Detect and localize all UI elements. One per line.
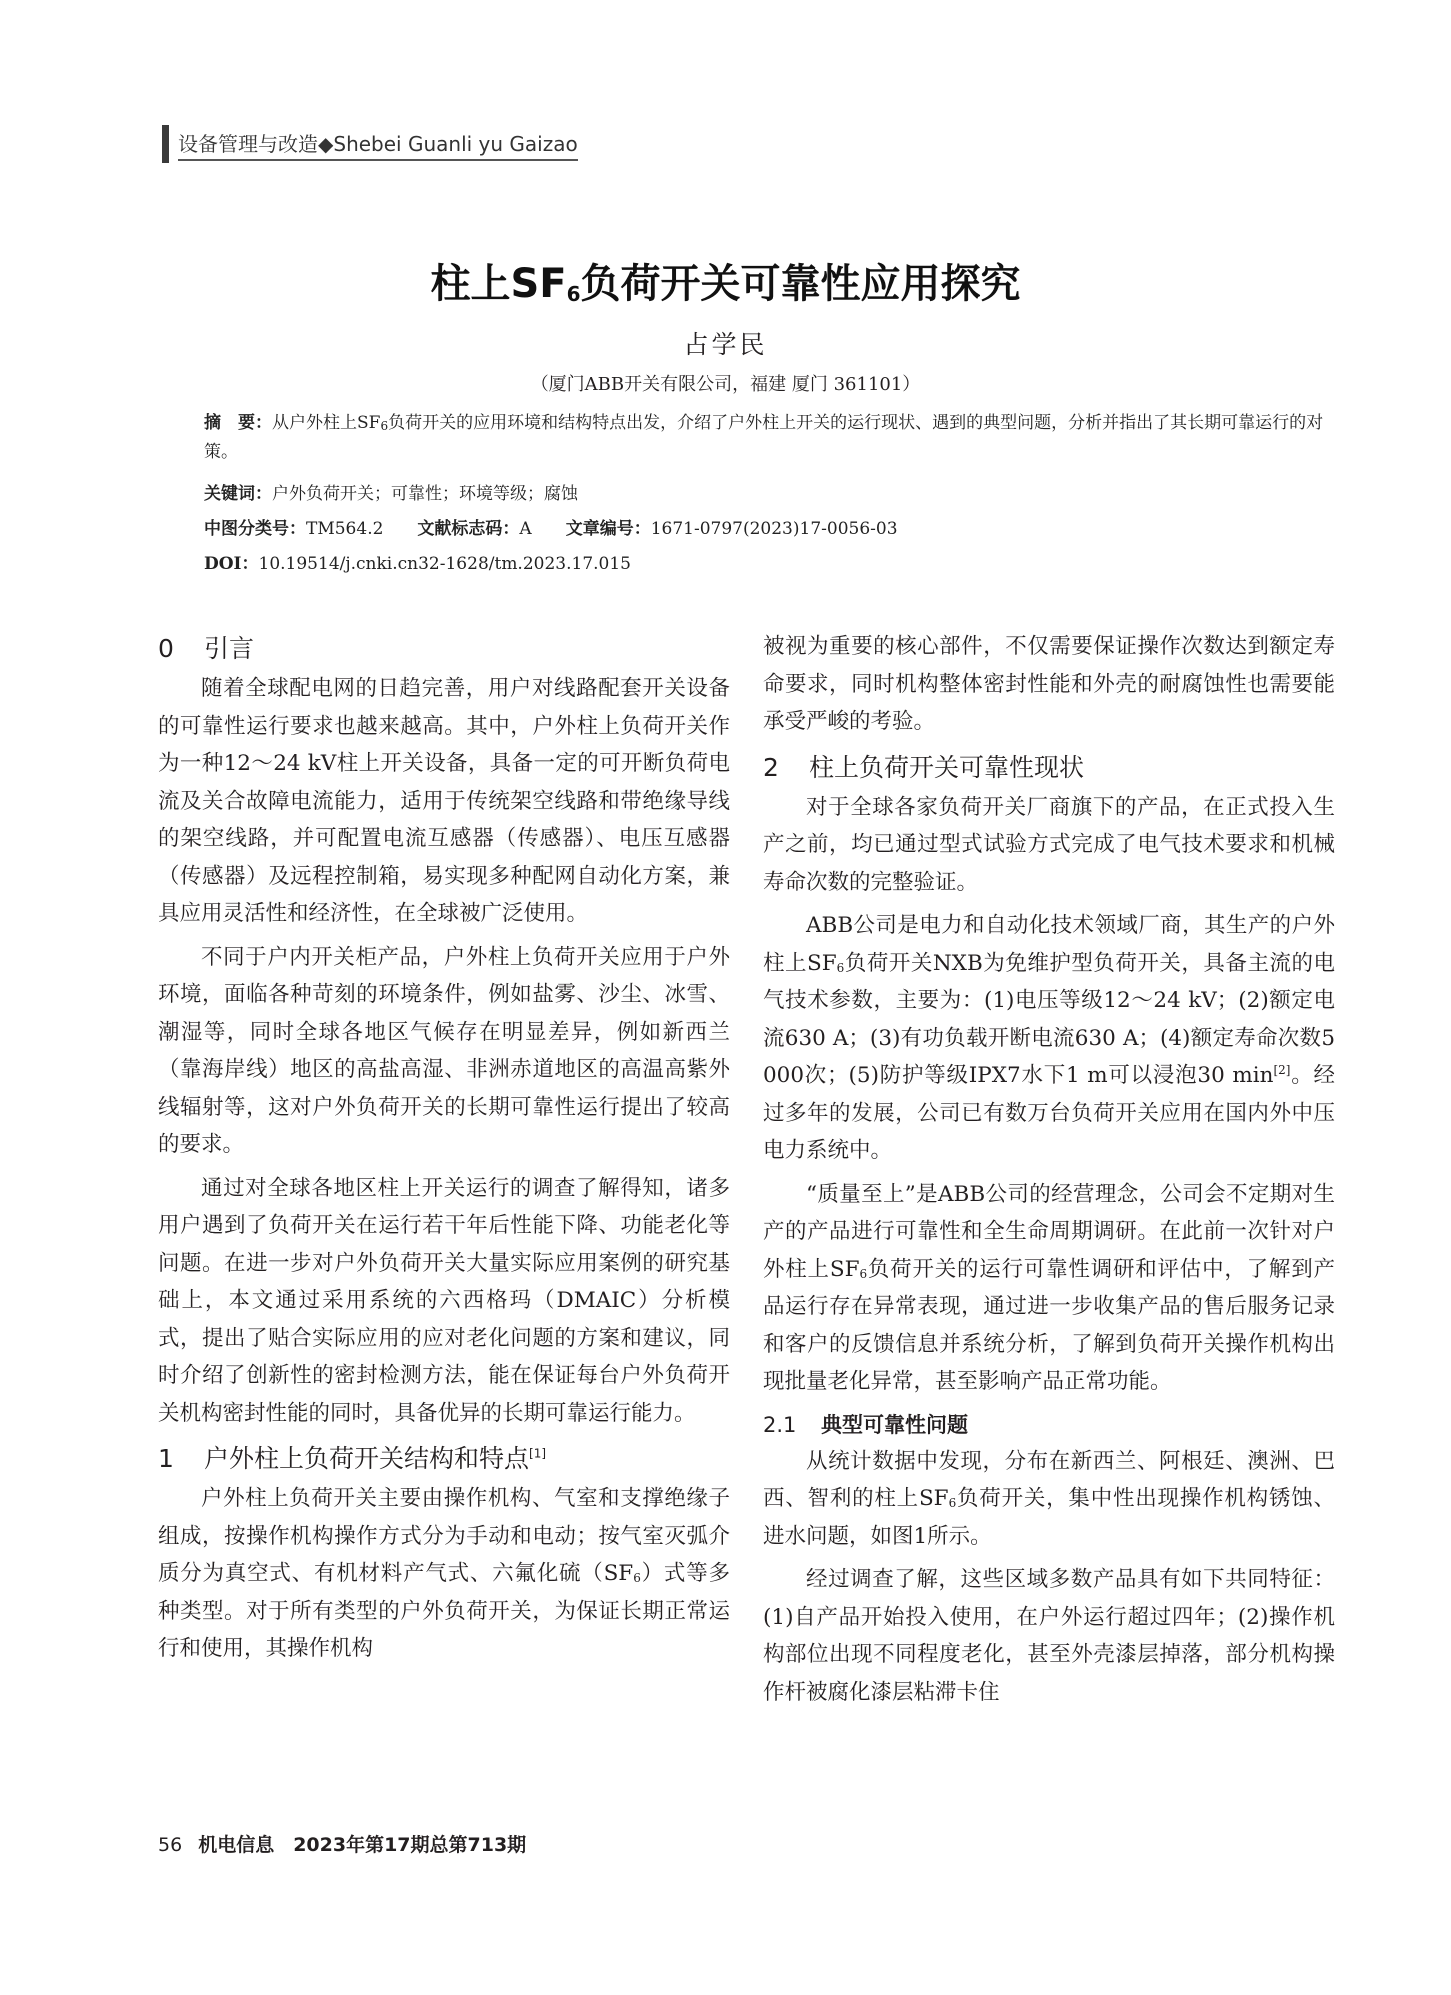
title-text-post: 负荷开关可靠性应用探究 [580,261,1021,307]
title-text-pre: 柱上SF [430,261,567,307]
paragraph [763,1176,1335,1401]
paragraph: 不同于户内开关柜产品，户外柱上负荷开关应用于户外环境，面临各种苛刻的环境条件，例如盐雾、沙尘、冰雪、潮湿等，同时全球各地区气候存在明显差异，例如新西兰（靠海岸线）地区的高盐高湿、非洲赤道地区的高温高紫外线辐射等，这对户外负荷开关的长期可靠性运行提出了较高的要求。 [158,944,730,1157]
paragraph-text: 户外柱上负荷开关主要由操作机构、气室和支撑绝缘子组成，按操作机构操作方式分为手动和电动；按气室灭弧介质分为真空式、有机材料产气式、六氟化硫（SF [158,1486,730,1586]
abstract-label: 摘 要： [204,413,272,433]
section-title: 户外柱上负荷开关结构和特点 [204,1444,530,1473]
paragraph: 通过对全球各地区柱上开关运行的调查了解得知，诸多用户遇到了负荷开关在运行若干年后性能下降、功能老化等问题。在进一步对户外负荷开关大量实际应用案例的研究基础上，本文通过采用系统的六西格玛（DMAIC）分析模式，提出了贴合实际应用的应对老化问题的方案和建议，同时介绍了创新性的密封检测方法，能在保证每台户外负荷开关机构密封性能的同时，具备优异的长期可靠运行能力。 [158,1175,730,1426]
page-number: 56 [158,1834,183,1856]
section-number: 0 [158,634,174,663]
subsection-heading-2-1 [763,1407,1335,1443]
keywords-text: 户外负荷开关；可靠性；环境等级；腐蚀 [272,484,578,504]
paragraph-text: ABB公司是电力和自动化技术领域厂商，其生产的户外柱上SF [763,913,1335,976]
paragraph-text: 从统计数据中发现，分布在新西兰、阿根廷、澳洲、巴西、智利的柱上SF [763,1448,1335,1511]
subscript: 6 [948,1496,957,1510]
section-title: 引言 [204,634,255,663]
section-heading-0 [158,628,730,670]
section-heading-1 [158,1438,730,1480]
paragraph [763,907,1335,1170]
article-no-label: 文章编号： [565,519,651,539]
clc-value: TM564.2 [306,519,384,539]
journal-issue: 机电信息 2023年第17期总第713期 [198,1834,527,1856]
paragraph: 随着全球配电网的日趋完善，用户对线路配套开关设备的可靠性运行要求也越来越高。其中，户外柱上负荷开关作为一种12～24 kV柱上开关设备，具备一定的可开断负荷电流及关合故障电流能力，适用于传统架空线路和带绝缘导线的架空线路，并可配置电流互感器（传感器）、电压互感器（传感器）及远程控制箱，易实现多种配网自动化方案，兼具应用灵活性和经济性，在全球被广泛使用。 [158,676,730,926]
subsection-number: 2.1 [763,1412,797,1437]
doi-value: 10.19514/j.cnki.cn32-1628/tm.2023.17.015 [258,554,631,574]
section-heading-2 [763,747,1335,789]
paragraph-text: 负荷开关NXB为免维护型负荷开关，具备主流的电气技术参数，主要为：(1)电压等级12～24 kV；(2)额定电流630 A；(3)有功负载开断电流630 A；(4)额定寿命次数5 000次；(5)防护等级IPX7水下1 m可以浸泡30 min [763,950,1335,1088]
section-number: 2 [763,752,779,782]
citation-ref: [1] [529,1446,547,1461]
paragraph-text: 负荷开关的运行可靠性调研和评估中，了解到产品运行存在异常表现，通过进一步收集产品的售后服务记录和客户的反馈信息并系统分析，了解到负荷开关操作机构出现批量老化异常，甚至影响产品正常功能。 [763,1256,1335,1394]
paragraph-text: “质量至上”是ABB公司的经营理念，公司会不定期对生产的产品进行可靠性和全生命周期调研。在此前一次针对户外柱上SF [763,1181,1335,1282]
subscript: 6 [859,1266,868,1281]
paragraph [158,1480,730,1668]
paragraph: 被视为重要的核心部件，不仅需要保证操作次数达到额定寿命要求，同时机构整体密封性能和外壳的耐腐蚀性也需要能承受严峻的考验。 [763,634,1335,734]
section-title: 柱上负荷开关可靠性现状 [809,752,1085,782]
paragraph: 经过调查了解，这些区域多数产品具有如下共同特征：(1)自产品开始投入使用，在户外运行超过四年；(2)操作机构部位出现不同程度老化，甚至外壳漆层掉落，部分机构操作杆被腐化漆层粘滞卡住 [763,1567,1335,1705]
article-author: 占学民 [683,330,768,359]
doi-label: DOI： [204,554,259,574]
running-header [162,122,578,166]
article-title [0,252,1451,309]
citation-ref: [2] [1273,1062,1291,1077]
paragraph-text: ）式等多种类型。对于所有类型的户外负荷开关，为保证长期正常运行和使用，其操作机构 [158,1561,730,1661]
header-bar [162,125,169,163]
title-subscript: 6 [566,282,581,306]
subscript: 6 [836,960,845,975]
paragraph-text: 负荷开关，集中性出现操作机构锈蚀、进水问题，如图1所示。 [763,1486,1335,1549]
keywords-label: 关键词： [204,484,272,504]
doi-line [204,550,1331,579]
header-column-label: 设备管理与改造◆Shebei Guanli yu Gaizao [178,128,578,161]
clc-label: 中图分类号： [204,519,306,539]
subscript: 6 [633,1571,641,1585]
article-no-value: 1671-0797(2023)17-0056-03 [650,519,898,539]
classification-line [204,515,1331,544]
right-column [763,628,1335,1717]
paragraph-text: 。经过多年的发展，公司已有数万台负荷开关应用在国内外中压电力系统中。 [763,1063,1335,1163]
abstract-text-pre: 从户外柱上SF [272,413,381,433]
abstract-text-post: 负荷开关的应用环境和结构特点出发，介绍了户外柱上开关的运行现状、遇到的典型问题，分析并指出了其长期可靠运行的对策。 [204,413,1324,462]
doc-code-label: 文献标志码： [417,519,520,539]
page-footer [158,1830,526,1857]
paragraph: 对于全球各家负荷开关厂商旗下的产品，在正式投入生产之前，均已通过型式试验方式完成了电气技术要求和机械寿命次数的完整验证。 [763,794,1335,895]
paragraph [763,1443,1335,1556]
subsection-title: 典型可靠性问题 [821,1412,968,1437]
keywords [204,480,1331,509]
left-column [158,628,730,1674]
abstract-subscript: 6 [380,419,389,433]
section-number: 1 [158,1444,174,1473]
abstract [204,409,1331,467]
author-affiliation: （厦门ABB开关有限公司，福建 厦门 361101） [530,374,921,395]
doc-code-value: A [519,519,532,539]
